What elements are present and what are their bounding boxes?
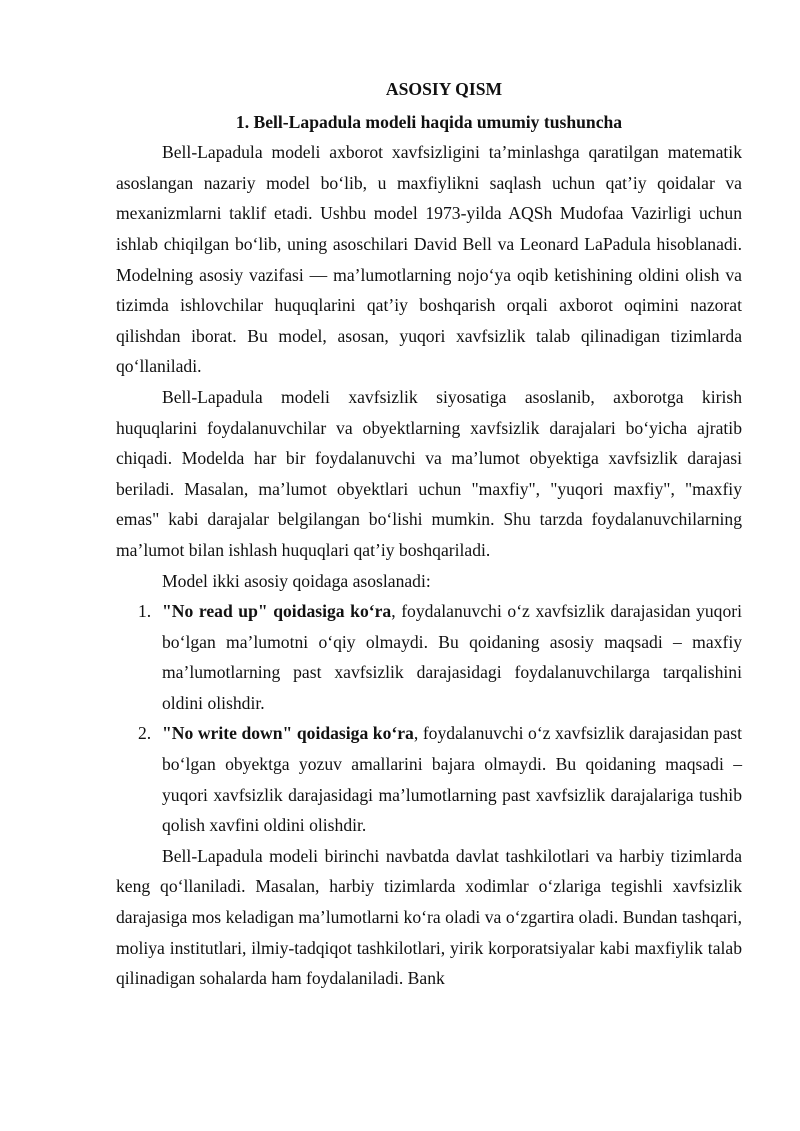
- list-item-number: 2.: [138, 723, 152, 744]
- paragraph-applications: Bell-Lapadula modeli birinchi navbatda davlat tashkilotlari va harbiy tizimlarda keng qo‘llaniladi. Masalan, harbiy tizimlarda xodimlar o‘zlariga tegishli xavfsizlik darajasiga mos keladigan ma’lumotlarni ko‘ra oladi va o‘zgartira oladi. Bundan tashqari, moliya institutlari, ilmiy-tadqiqot tashkilotlari, yirik korporatsiyalar kabi maxfiylik talab qilinadigan sohalarda ham foydalaniladi. Bank: [116, 845, 742, 989]
- list-item-number: 1.: [138, 601, 152, 622]
- document-page: [116, 74, 742, 994]
- paragraph-access-rights: Bell-Lapadula modeli xavfsizlik siyosatiga asoslanib, axborotga kirish huquqlarini foydalanuvchilar va obyektlarning xavfsizlik darajalari bo‘yicha ajratib chiqadi. Modelda har bir foydalanuvchi va ma’lumot obyektiga xavfsizlik darajasi beriladi. Masalan, ma’lumot obyektlari uchun "maxfiy", "yuqori maxfiy", "maxfiy emas" kabi darajalar belgilangan bo‘lishi mumkin. Shu tarzda foydalanuvchilarning ma’lumot bilan ishlash huquqlari qat’iy boshqariladi.: [116, 386, 742, 560]
- rule-title: "No read up" qoidasiga ko‘ra: [162, 601, 392, 622]
- rule-text: , foydalanuvchi o‘z xavfsizlik darajasidan yuqori bo‘lgan ma’lumotni o‘qiy olmaydi. Bu qoidaning asosiy maqsadi – maxfiy ma’lumotlarning past xavfsizlik darajasidagi foydalanuvchilarga tarqalishini oldini olishdir.: [162, 601, 743, 713]
- paragraph-rules-intro: Model ikki asosiy qoidaga asoslanadi:: [162, 570, 431, 591]
- rule-title: "No write down" qoidasiga ko‘ra: [162, 723, 414, 744]
- rule-text: , foydalanuvchi o‘z xavfsizlik darajasidan past bo‘lgan obyektga yozuv amallarini bajara olmaydi. Bu qoidaning maqsadi – yuqori xavfsizlik darajasidagi ma’lumotlarning past xavfsizlik darajalariga tushib qolish xavfini oldini olishdir.: [162, 723, 742, 836]
- list-item-no-write-down: [116, 718, 742, 840]
- rules-list: [116, 596, 742, 841]
- list-item-no-read-up: [116, 596, 742, 718]
- section-title: ASOSIY QISM: [385, 79, 503, 99]
- paragraph-intro: Bell-Lapadula modeli axborot xavfsizligini ta’minlashga qaratilgan matematik asoslangan nazariy model bo‘lib, u maxfiylikni saqlash uchun qat’iy qoidalar va mexanizmlarni taklif etadi. Ushbu model 1973-yilda AQSh Mudofaa Vazirligi uchun ishlab chiqilgan bo‘lib, uning asoschilari David Bell va Leonard LaPadula hisoblanadi. Modelning asosiy vazifasi — ma’lumotlarning nojo‘ya oqib ketishining oldini olish va tizimda ishlovchilar huquqlarini qat’iy boshqarish orqali axborot oqimini nazorat qilishdan iborat. Bu model, asosan, yuqori xavfsizlik talab qilinadigan tizimlarda qo‘llaniladi.: [116, 142, 742, 377]
- subsection-title: 1. Bell-Lapadula modeli haqida umumiy tushuncha: [235, 111, 623, 132]
